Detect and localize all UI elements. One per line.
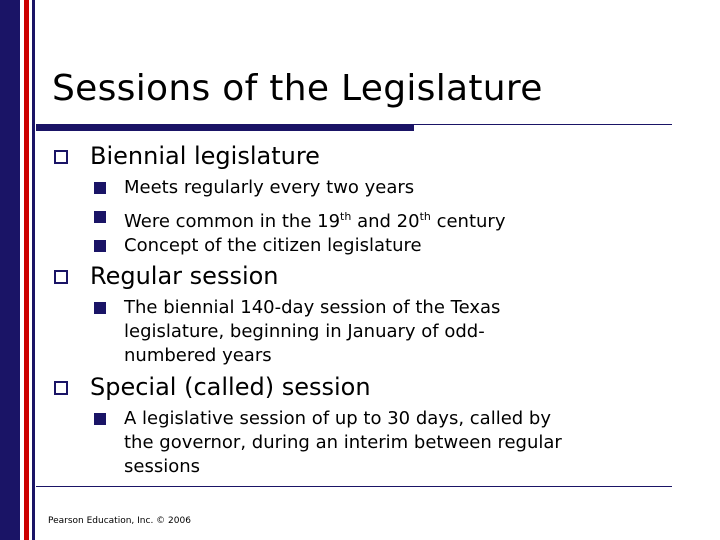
bullet-line: A legislative session of up to 30 days, called by — [124, 408, 552, 429]
bullet-text-part: century — [430, 211, 506, 232]
footer-copyright: Pearson Education, Inc. © 2006 — [48, 516, 191, 526]
title-underline-thin — [414, 124, 672, 125]
filled-square-bullet-icon — [94, 413, 106, 425]
bullet-text-part: Were common in the 19 — [124, 211, 341, 232]
bullet-line: the governor, during an interim between regular — [124, 432, 562, 453]
hollow-square-bullet-icon — [54, 381, 68, 395]
hollow-square-bullet-icon — [54, 270, 68, 284]
filled-square-bullet-icon — [94, 240, 106, 252]
footer-divider — [36, 486, 672, 487]
side-stripe-navy — [0, 0, 20, 540]
bullet-text-part: and 20 — [351, 211, 420, 232]
slide-title: Sessions of the Legislature — [52, 68, 543, 109]
filled-square-bullet-icon — [94, 302, 106, 314]
bullet-line: legislature, beginning in January of odd- — [124, 321, 485, 342]
bullet-line: numbered years — [124, 345, 272, 366]
filled-square-bullet-icon — [94, 211, 106, 223]
superscript: th — [340, 210, 352, 223]
filled-square-bullet-icon — [94, 182, 106, 194]
hollow-square-bullet-icon — [54, 150, 68, 164]
side-stripe-navy-2 — [32, 0, 35, 540]
superscript: th — [419, 210, 431, 223]
bullet-line: sessions — [124, 456, 201, 477]
title-underline-thick — [36, 124, 414, 131]
bullet-line: The biennial 140-day session of the Texas — [124, 297, 501, 318]
